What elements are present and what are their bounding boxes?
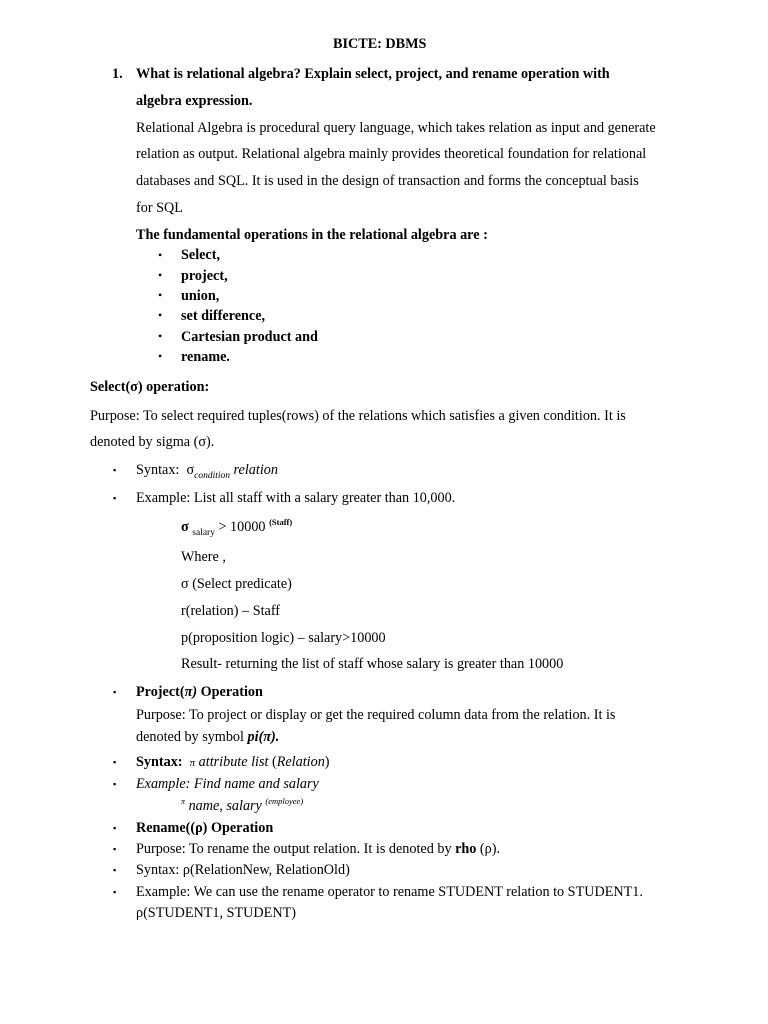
intro-line-1: Relational Algebra is procedural query language, which takes relation as input and generate: [136, 120, 656, 136]
intro-line-4: for SQL: [136, 200, 183, 216]
select-heading: Select(σ) operation:: [90, 379, 210, 395]
relation-text: r(relation) – Staff: [181, 603, 281, 619]
question-line-2: algebra expression.: [136, 93, 253, 109]
proposition-text: p(proposition logic) – salary>10000: [181, 630, 386, 646]
square-bullet-icon: ▪: [113, 865, 117, 875]
question-number: 1.: [112, 66, 123, 82]
square-bullet-icon: ▪: [113, 465, 117, 475]
project-purpose-line-1: Purpose: To project or display or get the required column data from the relation. It is: [136, 707, 616, 723]
bullet-icon: •: [158, 329, 163, 343]
rename-example: Example: We can use the rename operator to rename STUDENT relation to STUDENT1.: [136, 884, 643, 900]
square-bullet-icon: ▪: [113, 844, 117, 854]
select-predicate-text: σ (Select predicate): [181, 576, 292, 592]
page-title: BICTE: DBMS: [333, 36, 427, 52]
bullet-icon: •: [158, 248, 163, 262]
bullet-icon: •: [158, 268, 163, 282]
question-line-1: What is relational algebra? Explain select, project, and rename operation with: [136, 66, 610, 82]
square-bullet-icon: ▪: [113, 757, 117, 767]
select-syntax: Syntax: $\sigma_{condition}$ relation: [136, 462, 278, 481]
rename-example-expression: ρ(STUDENT1, STUDENT): [136, 905, 296, 921]
select-example: Example: List all staff with a salary greater than 10,000.: [136, 490, 456, 506]
intro-line-3: databases and SQL. It is used in the design of transaction and forms the conceptual basis: [136, 173, 639, 189]
fundamental-heading: The fundamental operations in the relational algebra are :: [136, 227, 488, 243]
bullet-icon: •: [158, 308, 163, 322]
where-text: Where ,: [181, 549, 226, 565]
project-example: Example: Find name and salary: [136, 776, 319, 792]
list-item: Select,: [181, 247, 220, 263]
bullet-icon: •: [158, 288, 163, 302]
bullet-icon: •: [158, 349, 163, 363]
rename-heading: Rename((ρ) Operation: [136, 820, 274, 836]
intro-line-2: relation as output. Relational algebra mainly provides theoretical foundation for relational: [136, 146, 647, 162]
list-item: set difference,: [181, 308, 266, 324]
square-bullet-icon: ▪: [113, 887, 117, 897]
list-item: Cartesian product and: [181, 329, 318, 345]
rename-purpose: Purpose: To rename the output relation. It is denoted by rho (ρ).: [136, 841, 500, 857]
project-syntax: Syntax: π attribute list (Relation): [136, 754, 330, 770]
select-purpose-line-2: denoted by sigma (σ).: [90, 434, 215, 450]
square-bullet-icon: ▪: [113, 493, 117, 503]
project-purpose-line-2: denoted by symbol pi(π).: [136, 729, 280, 745]
square-bullet-icon: ▪: [113, 687, 117, 697]
square-bullet-icon: ▪: [113, 779, 117, 789]
list-item: union,: [181, 288, 220, 304]
select-purpose-line-1: Purpose: To select required tuples(rows) of the relations which satisfies a given condition. It is: [90, 408, 626, 424]
select-expression: σ $_{salary}$ > 10000 $^{(Staff)}$: [181, 517, 293, 538]
project-expression: $^\pi$ name, salary $^{(employee)}$: [181, 796, 304, 814]
list-item: rename.: [181, 349, 230, 365]
result-text: Result- returning the list of staff whose salary is greater than 10000: [181, 656, 564, 672]
list-item: project,: [181, 268, 228, 284]
square-bullet-icon: ▪: [113, 823, 117, 833]
project-heading: Project(π) Operation: [136, 684, 263, 700]
rename-syntax: Syntax: ρ(RelationNew, RelationOld): [136, 862, 350, 878]
